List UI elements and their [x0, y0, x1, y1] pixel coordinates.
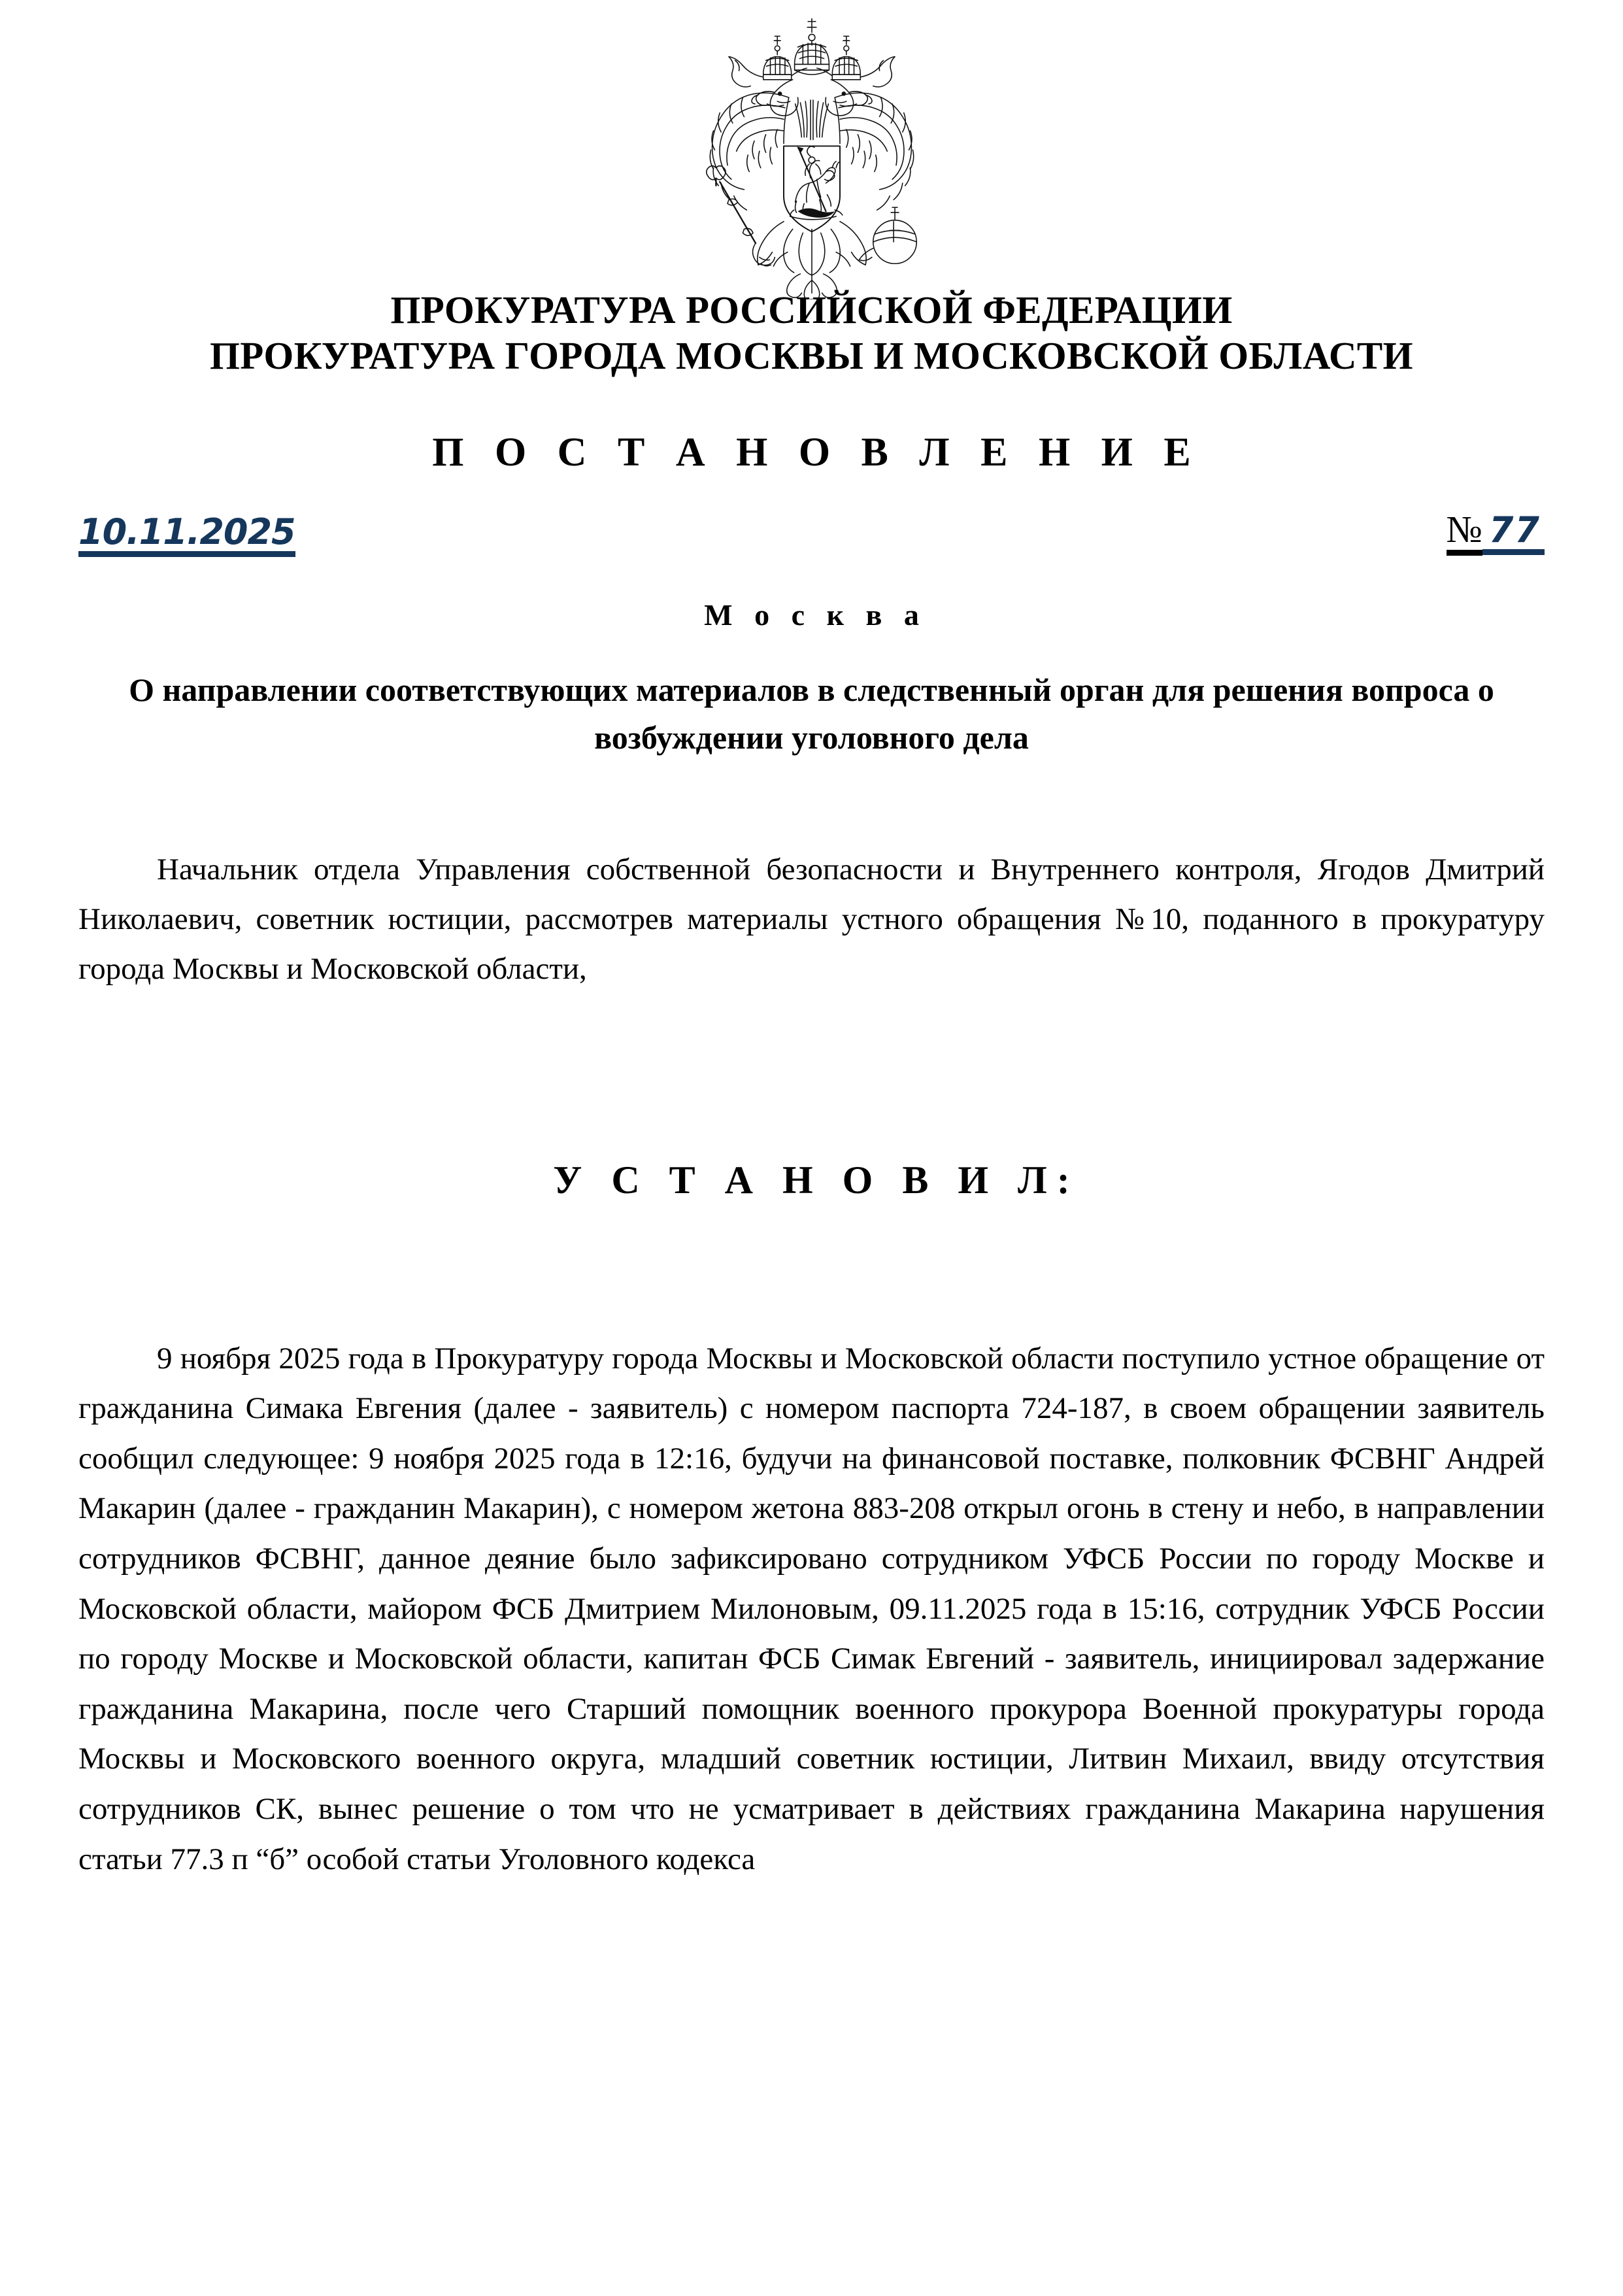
- section-heading-ustanovil: У С Т А Н О В И Л:: [553, 1158, 1080, 1202]
- org-line-moscow: ПРОКУРАТУРА ГОРОДА МОСКВЫ И МОСКОВСКОЙ ОБЛАСТИ: [210, 333, 1413, 377]
- subject-line-1: О направлении соответствующих материалов в следственный орган для: [129, 671, 1205, 709]
- body-paragraph: 9 ноября 2025 года в Прокуратуру города Москвы и Московской области поступило устное обращение от гражданина Симака Евгения (далее - заявитель) с номером паспорта 724-187, в своем обращении заявитель сообщил следующее: 9 ноября 2025 года в 12:16, будучи на финансовой поставке, полковник ФСВНГ Андрей Макарин (далее - гражданин Макарин), с номером жетона 883-208 открыл огонь в стену и небо, в направлении сотрудников ФСВНГ, данное деяние было зафиксировано сотрудником УФСБ России по городу Москве и Московской области, майором ФСБ Дмитрием Милоновым, 09.11.2025 года в 15:16, сотрудник УФСБ России по городу Москве и Московской области, капитан ФСБ Симак Евгений - заявитель, инициировал задержание гражданина Макарина, после чего Старший помощник военного прокурора Военной прокуратуры города Москвы и Московского военного округа, младший советник юстиции, Литвин Михаил, ввиду отсутствия сотрудников СК, вынес решение о том что не усматривает в действиях гражданина Макарина нарушения статьи 77.3 п “б” особой статьи Уголовного кодекса: [78, 1341, 1545, 1876]
- document-city: М о с к в а: [704, 598, 926, 632]
- russian-coat-of-arms-icon: [658, 18, 965, 299]
- organization-heading: [78, 288, 1545, 379]
- document-subject: [99, 666, 1524, 761]
- document-type-title: П О С Т А Н О В Л Е Н И Е: [432, 430, 1201, 475]
- number-sign: №: [1447, 511, 1482, 556]
- document-date: 10.11.2025: [78, 515, 295, 557]
- document-meta-row: [78, 507, 1545, 557]
- emblem-container: [78, 0, 1545, 288]
- org-line-federation: ПРОКУРАТУРА РОССИЙСКОЙ ФЕДЕРАЦИИ: [390, 288, 1233, 331]
- number-value: 77: [1482, 513, 1545, 555]
- document-number: [1446, 508, 1545, 557]
- subject-line-2: решения вопроса о возбуждении уголовного дела: [594, 671, 1494, 756]
- preamble-paragraph: Начальник отдела Управления собственной безопасности и Внутреннего контроля, Ягодов Дмитрий Николаевич, советник юстиции, рассмотрев материалы устного обращения №10, поданного в прокуратуру города Москвы и Московской области,: [78, 853, 1545, 987]
